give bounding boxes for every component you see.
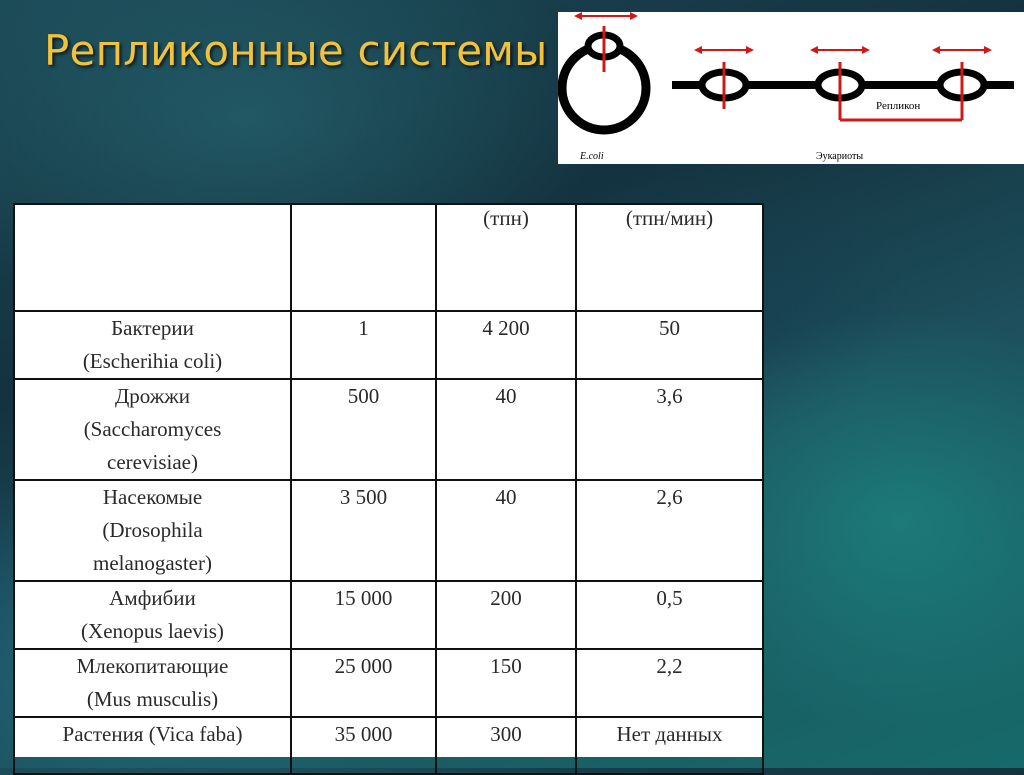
cell-value: 50 bbox=[576, 311, 763, 379]
organism-latin-cont: melanogaster) bbox=[93, 551, 212, 575]
table-row bbox=[14, 379, 763, 480]
cell-value: 40 bbox=[436, 379, 576, 480]
organism-name: Амфибии bbox=[109, 586, 196, 610]
organism-name: Дрожжи bbox=[114, 384, 191, 408]
cell-value: 3,6 bbox=[576, 379, 763, 480]
header-cell-kb: (тпн) bbox=[436, 204, 576, 311]
table-row bbox=[14, 581, 763, 649]
organism-latin: (Mus musculis) bbox=[86, 687, 219, 711]
replicon-table bbox=[13, 203, 762, 757]
cell-value: 300 bbox=[436, 717, 576, 774]
slide-title: Репликонные системы bbox=[44, 26, 548, 75]
organism-latin: (Xenopus laevis) bbox=[81, 619, 224, 643]
cell-value: 500 bbox=[291, 379, 436, 480]
cell-value: 200 bbox=[436, 581, 576, 649]
cell-value: 35 000 bbox=[291, 717, 436, 774]
eukaryotes-label: Эукариоты bbox=[816, 151, 864, 162]
organism-name: Бактерии bbox=[111, 316, 194, 340]
cell-value: 15 000 bbox=[291, 581, 436, 649]
organism-name: Растения (Vica faba) bbox=[14, 717, 291, 774]
table-row bbox=[14, 649, 763, 717]
organism-name: Млекопитающие bbox=[76, 654, 229, 678]
table-row bbox=[14, 480, 763, 581]
cell-value: 4 200 bbox=[436, 311, 576, 379]
cell-value: 25 000 bbox=[291, 649, 436, 717]
organism-name: Насекомые bbox=[102, 485, 203, 509]
cell-value: 0,5 bbox=[576, 581, 763, 649]
cell-value: 40 bbox=[436, 480, 576, 581]
cell-value: Нет данных bbox=[576, 717, 763, 774]
organism-latin: (Saccharomyces bbox=[83, 417, 222, 441]
table-header-row bbox=[14, 204, 763, 311]
table-row bbox=[14, 311, 763, 379]
ecoli-label: E.coli bbox=[580, 151, 604, 162]
organism-latin: (Drosophila bbox=[102, 518, 203, 542]
table-row bbox=[14, 717, 763, 774]
cell-value: 2,6 bbox=[576, 480, 763, 581]
replicon-diagram bbox=[558, 12, 1024, 164]
cell-value: 2,2 bbox=[576, 649, 763, 717]
header-cell-kb-per-min: (тпн/мин) bbox=[576, 204, 763, 311]
organism-latin: (Escherihia coli) bbox=[82, 349, 223, 373]
cell-value: 1 bbox=[291, 311, 436, 379]
header-cell bbox=[14, 204, 291, 311]
cell-value: 150 bbox=[436, 649, 576, 717]
replicon-label: Репликон bbox=[876, 100, 921, 112]
cell-value: 3 500 bbox=[291, 480, 436, 581]
header-cell bbox=[291, 204, 436, 311]
organism-latin-cont: cerevisiae) bbox=[107, 450, 198, 474]
